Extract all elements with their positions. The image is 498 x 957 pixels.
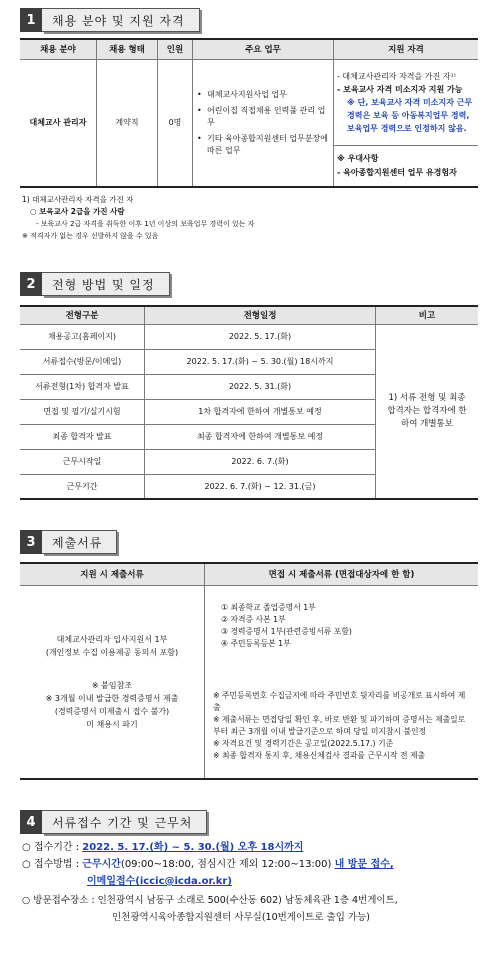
footnote: 1) 대체교사관리자 자격을 가진 자: [22, 195, 134, 204]
stage-cell: 최종 합격자 발표: [20, 424, 145, 449]
col-header: 지원 시 제출서류: [20, 563, 205, 585]
date-cell: 2022. 5. 17.(화): [145, 324, 376, 349]
interview-note: ※ 최종 합격자 통지 후, 채용신체검사 결과를 근무시작 전 제출: [213, 750, 426, 760]
recruitment-table: [20, 38, 478, 188]
period-value: 2022. 5. 17.(화) ~ 5. 30.(월) 오후 18시까지: [82, 842, 304, 853]
section-number: 4: [20, 810, 42, 834]
apply-documents-cell: [20, 585, 205, 779]
col-header: 전형일정: [145, 306, 376, 324]
method-label: ○ 접수방법 :: [22, 859, 83, 870]
interview-note: ※ 제출서류는 면접당일 확인 후, 바로 반환 및 파기하며 증명서는 제출일로부터 최근 3개월 이내 발급기준으로 하며 당일 미지참시 불인정: [213, 714, 466, 736]
method-hours-detail: (09:00~18:00, 점심시간 제외 12:00~13:00): [120, 859, 335, 870]
stage-cell: 근무기간: [20, 474, 145, 499]
interview-doc: ④ 주민등록등본 1부: [221, 638, 291, 648]
qualification-note: ※ 단, 보육교사 자격 미소지자 근무경력은 보육 등 아동복지업무 경력, 보육업무 경력으로 인정하지 않음.: [347, 97, 473, 133]
method-email[interactable]: 이메일접수(iccic@icda.or.kr): [87, 876, 232, 887]
col-header: 채용 형태: [97, 39, 158, 59]
date-cell: 최종 합격자에 한하여 개별통보 예정: [145, 424, 376, 449]
interview-doc: ③ 경력증명서 1부(관련증빙서류 포함): [221, 626, 352, 636]
interview-doc: ② 자격증 사본 1부: [221, 614, 286, 624]
location-line: ○ 방문접수장소 : 인천광역시 남동구 소래로 500(수산동 602) 남동체육관 1층 4번게이트,: [22, 895, 398, 906]
section-title: 서류접수 기간 및 근무처: [42, 810, 207, 834]
date-cell: 2022. 6. 7.(화): [145, 449, 376, 474]
section-title: 채용 분야 및 지원 자격: [42, 8, 200, 32]
section-title: 전형 방법 및 일정: [42, 272, 170, 296]
footnote: ○ 보육교사 2급을 가진 사람: [30, 207, 125, 216]
interview-note: ※ 자격요건 및 경력기간은 공고일(2022.5.17.) 기준: [213, 738, 394, 748]
preference-item: - 육아종합지원센터 업무 유경험자: [337, 167, 457, 177]
apply-note: ※ 붙임참조: [91, 680, 133, 690]
section-number: 2: [20, 272, 42, 296]
remark-cell: 1) 서류 전형 및 최종합격자는 합격자에 한하여 개별통보: [376, 324, 479, 499]
qualification-line: - 대체교사관리자 자격을 가진 자¹⁾: [337, 71, 456, 81]
duty-item: • 대체교사지원사업 업무: [207, 89, 331, 101]
duty-item: • 기타 육아종합지원센터 업무분장에 따른 업무: [207, 133, 331, 157]
method-hours: 근무시간: [82, 859, 121, 870]
section-title: 제출서류: [42, 530, 117, 554]
preference-title: ※ 우대사항: [337, 153, 379, 163]
col-header: 전형구분: [20, 306, 145, 324]
apply-doc: (개인정보 수집 이용제공 동의서 포함): [45, 647, 179, 657]
date-cell: 1차 합격자에 한하여 개별통보 예정: [145, 399, 376, 424]
footnote: ※ 적격자가 없는 경우 선발하지 않을 수 있음: [22, 232, 159, 240]
section-number: 1: [20, 8, 42, 32]
interview-note: ※ 주민등록번호 수집금지에 따라 주민번호 뒷자리를 비공개로 표시하여 제출: [213, 690, 466, 712]
section-4-header: [20, 810, 207, 834]
qualification-line: - 보육교사 자격 미소지자 지원 가능: [337, 84, 463, 94]
stage-cell: 채용공고(홈페이지): [20, 324, 145, 349]
col-header: 면접 시 제출서류 (면접대상자에 한 함): [205, 563, 479, 585]
location-line-2: 인천광역시육아종합지원센터 사무실(10번게이트로 출입 가능): [112, 912, 370, 923]
apply-note: ※ 3개월 이내 발급한 경력증명서 제출: [45, 693, 179, 703]
stage-cell: 면접 및 필기/실기시험: [20, 399, 145, 424]
period-label: ○ 접수기간 :: [22, 842, 83, 853]
interview-doc: ① 최종학교 졸업증명서 1부: [221, 602, 316, 612]
stage-cell: 서류접수(방문/이메일): [20, 349, 145, 374]
duty-item: • 어린이집 직접채용 인력풀 관리 업무: [207, 105, 331, 129]
section-3-header: [20, 530, 117, 554]
col-header: 비고: [376, 306, 479, 324]
stage-cell: 서류전형(1차) 합격자 발표: [20, 374, 145, 399]
col-header: 인원: [158, 39, 193, 59]
method-line: [22, 857, 394, 872]
stage-cell: 근무시작일: [20, 449, 145, 474]
type-cell: 계약직: [97, 59, 158, 187]
method-visit: 내 방문 접수,: [334, 859, 394, 870]
period-line: [22, 840, 303, 855]
apply-note: (경력증명서 미제출시 접수 불가): [54, 706, 170, 716]
field-cell: 대체교사 관리자: [20, 59, 97, 187]
qualification-cell: [334, 59, 479, 145]
count-cell: 0명: [158, 59, 193, 187]
documents-table: [20, 562, 478, 780]
date-cell: 2022. 6. 7.(화) ~ 12. 31.(금): [145, 474, 376, 499]
footnote: - 보육교사 2급 자격을 취득한 이후 1년 이상의 보육업무 경력이 있는 자: [36, 220, 255, 228]
apply-doc: 대체교사관리자 입사지원서 1부: [56, 634, 168, 644]
section-1-header: [20, 8, 200, 32]
col-header: 채용 분야: [20, 39, 97, 59]
preference-cell: [334, 145, 479, 187]
date-cell: 2022. 5. 31.(화): [145, 374, 376, 399]
section-2-header: [20, 272, 170, 296]
apply-note: 미 채용시 파기: [86, 719, 138, 729]
col-header: 주요 업무: [193, 39, 334, 59]
duties-cell: [193, 59, 334, 187]
interview-documents-cell: [205, 585, 479, 779]
date-cell: 2022. 5. 17.(화) ~ 5. 30.(월) 18시까지: [145, 349, 376, 374]
schedule-table: [20, 305, 478, 500]
section-number: 3: [20, 530, 42, 554]
col-header: 지원 자격: [334, 39, 479, 59]
